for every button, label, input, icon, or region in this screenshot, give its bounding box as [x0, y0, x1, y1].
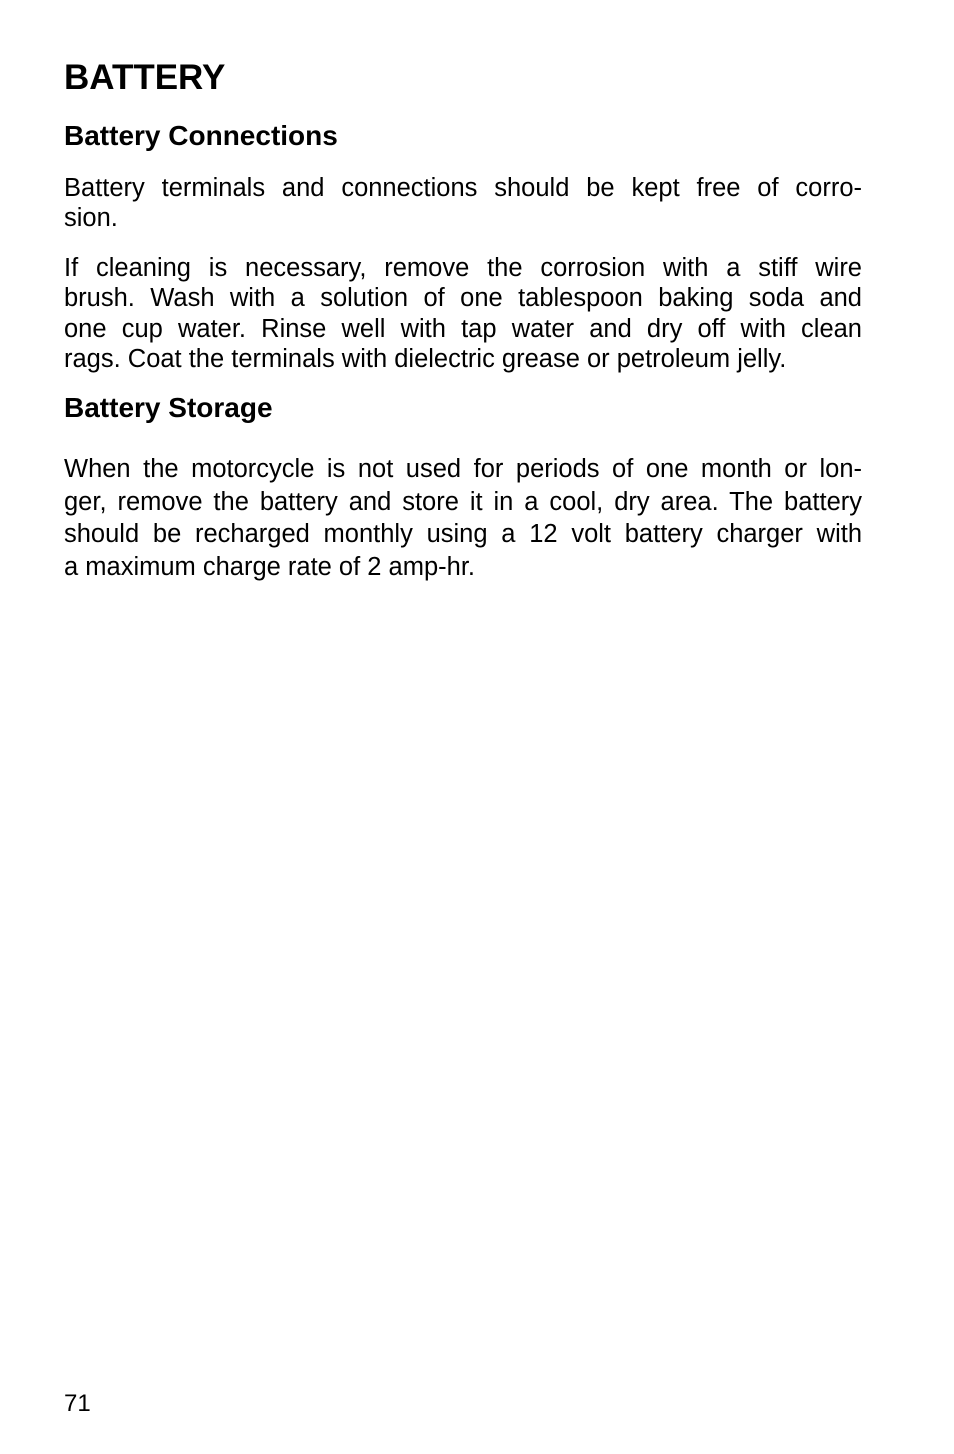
text-line: a maximum charge rate of 2 amp-hr. [64, 553, 476, 582]
section-heading-battery-connections: Battery Connections [64, 120, 338, 151]
paragraph-cleaning [64, 253, 862, 374]
page-number: 71 [64, 1390, 91, 1417]
section-heading-battery-storage: Battery Storage [64, 392, 273, 423]
text-line: Battery terminals and connections should be kept free of corro- [64, 174, 862, 202]
text-line: one cup water. Rinse well with tap water and dry off with clean [64, 314, 862, 343]
text-line: If cleaning is necessary, remove the corrosion with a stiff wire [64, 254, 862, 282]
text-line: rags. Coat the terminals with dielectric grease or petroleum jelly. [64, 344, 787, 373]
text-line: When the motorcycle is not used for periods of one month or lon- [64, 455, 862, 483]
paragraph-storage [64, 453, 862, 584]
text-line: ger, remove the battery and store it in a cool, dry area. The battery [64, 487, 862, 516]
paragraph-terminals [64, 173, 862, 234]
text-line: should be recharged monthly using a 12 volt battery charger with [64, 520, 862, 549]
page-title: BATTERY [64, 58, 226, 97]
text-line: brush. Wash with a solution of one tablespoon baking soda and [64, 284, 862, 313]
text-line: sion. [64, 204, 118, 233]
